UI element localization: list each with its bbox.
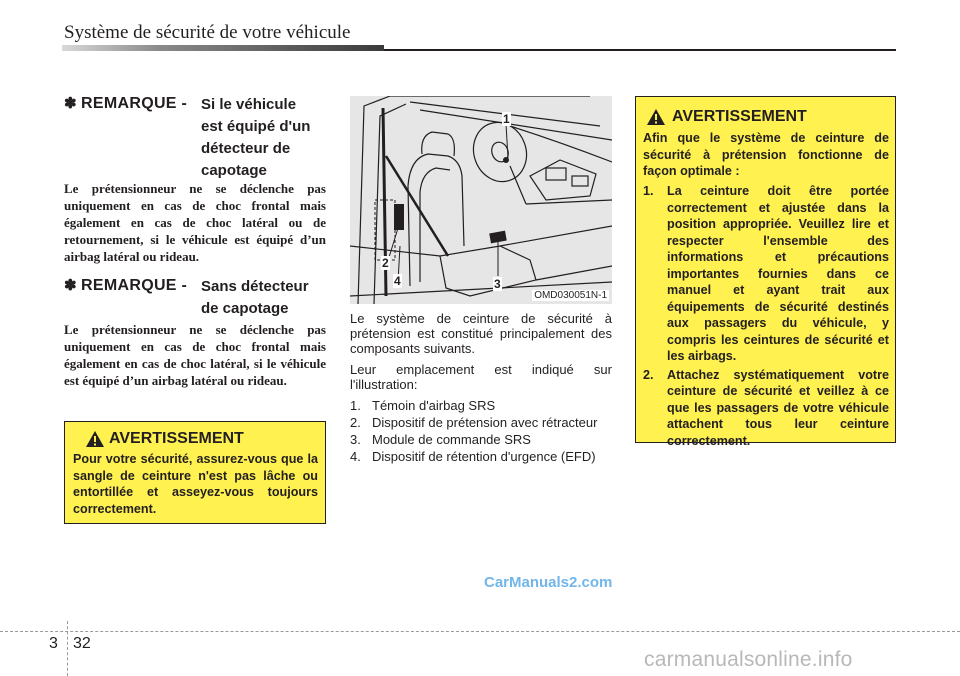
list-item-num: 1. <box>350 398 361 413</box>
note2-subtitle-line: Sans détecteur <box>201 278 309 295</box>
callout-1: 1 <box>503 112 510 126</box>
warning-left-text: Pour votre sécurité, assurez-vous que la sangle de ceinture n'est pas lâche ou entortillée et asseyez-vous toujours correctement. <box>73 452 318 516</box>
warning-right-title: AVERTISSEMENT <box>672 108 807 125</box>
callout-3: 3 <box>494 277 501 291</box>
warning-right-box <box>635 96 896 448</box>
illustration-code: OMD030051N-1 <box>534 290 607 301</box>
warning-right-intro: Afin que le système de ceinture de sécurité à prétension fonctionne de façon optimale : <box>643 131 889 178</box>
footer-divider <box>67 621 68 676</box>
list-item-text: Dispositif de prétension avec rétracteur <box>372 415 598 430</box>
note2-body: Le prétensionneur ne se déclenche pas uniquement en cas de choc frontal mais également en cas de choc latéral, si le véhicule est équipé d’un airbag latéral ou rideau. <box>64 322 326 388</box>
list-item-text: Module de commande SRS <box>372 432 531 447</box>
car-interior-drawing <box>350 96 612 304</box>
list-item <box>350 398 612 413</box>
chapter-number: 3 <box>49 635 58 652</box>
warning-list-item <box>643 183 889 365</box>
callout-4: 4 <box>394 274 401 288</box>
list-item-text: Témoin d'airbag SRS <box>372 398 496 413</box>
seat-belt-pretensioner-illustration <box>350 96 612 304</box>
list-item-text: Dispositif de rétention d'urgence (EFD) <box>372 449 596 464</box>
middle-text <box>350 311 612 466</box>
note2-subtitle <box>201 276 309 320</box>
warning-left-title: AVERTISSEMENT <box>109 430 244 447</box>
note1-mark: ✽ <box>64 95 77 112</box>
middle-para-1: Le système de ceinture de sécurité à prétension est constitué principalement des composants suivants. <box>350 311 612 356</box>
footer-rule <box>0 631 960 632</box>
watermark: CarManuals2.com <box>484 574 613 591</box>
header-rule <box>62 45 384 51</box>
note1-subtitle-line: Si le véhicule <box>201 96 297 113</box>
note1-subtitle <box>201 94 310 182</box>
list-item-num: 4. <box>350 449 361 464</box>
warning-right-list <box>643 183 889 449</box>
brand-watermark: carmanualsonline.info <box>644 648 853 671</box>
list-item-num: 2. <box>350 415 361 430</box>
note2-mark: ✽ <box>64 277 77 294</box>
warning-list-text: Attachez systématiquement votre ceinture de sécurité et veillez à ce que les passagers de votre véhicule attachent tous leur ceinture correctement. <box>667 367 889 448</box>
note1-body: Le prétensionneur ne se déclenche pas uniquement en cas de choc frontal mais également en cas de choc latéral ou de retournement, si le véhicule est équipé d’un airbag latéral ou rideau. <box>64 181 326 264</box>
note2-keyword: REMARQUE - <box>81 277 188 294</box>
list-item <box>350 449 612 464</box>
header-title: Système de sécurité de votre véhicule <box>64 22 351 43</box>
warning-list-text: La ceinture doit être portée correctement et ajustée dans la position appropriée. Veuillez lire et respecter l'ensemble des informations et précautions importantes fournies dans ce manuel et ayant trait aux équipements de sécurité destinés aux passagers du véhicule, y compris les ceintures de sécurité et les airbags. <box>667 184 889 363</box>
warning-list-num: 1. <box>643 184 654 198</box>
list-item-num: 3. <box>350 432 361 447</box>
warning-triangle-icon <box>646 108 666 126</box>
list-item <box>350 415 612 430</box>
warning-triangle-icon <box>85 430 105 448</box>
note1-subtitle-line: capotage <box>201 162 267 179</box>
warning-left-box <box>64 421 326 524</box>
note1-heading <box>64 94 187 113</box>
header-rule-thin <box>384 49 896 51</box>
note2-heading <box>64 276 187 295</box>
note1-subtitle-line: détecteur de <box>201 140 291 157</box>
page-number: 32 <box>73 635 91 652</box>
note2-subtitle-line: de capotage <box>201 300 289 317</box>
warning-list-item <box>643 367 889 450</box>
note1-keyword: REMARQUE - <box>81 95 188 112</box>
warning-list-num: 2. <box>643 367 654 382</box>
callout-2: 2 <box>382 256 389 270</box>
list-item <box>350 432 612 447</box>
note1-subtitle-line: est équipé d'un <box>201 118 311 135</box>
middle-para-2: Leur emplacement est indiqué sur l'illustration: <box>350 362 612 392</box>
component-list <box>350 398 612 464</box>
